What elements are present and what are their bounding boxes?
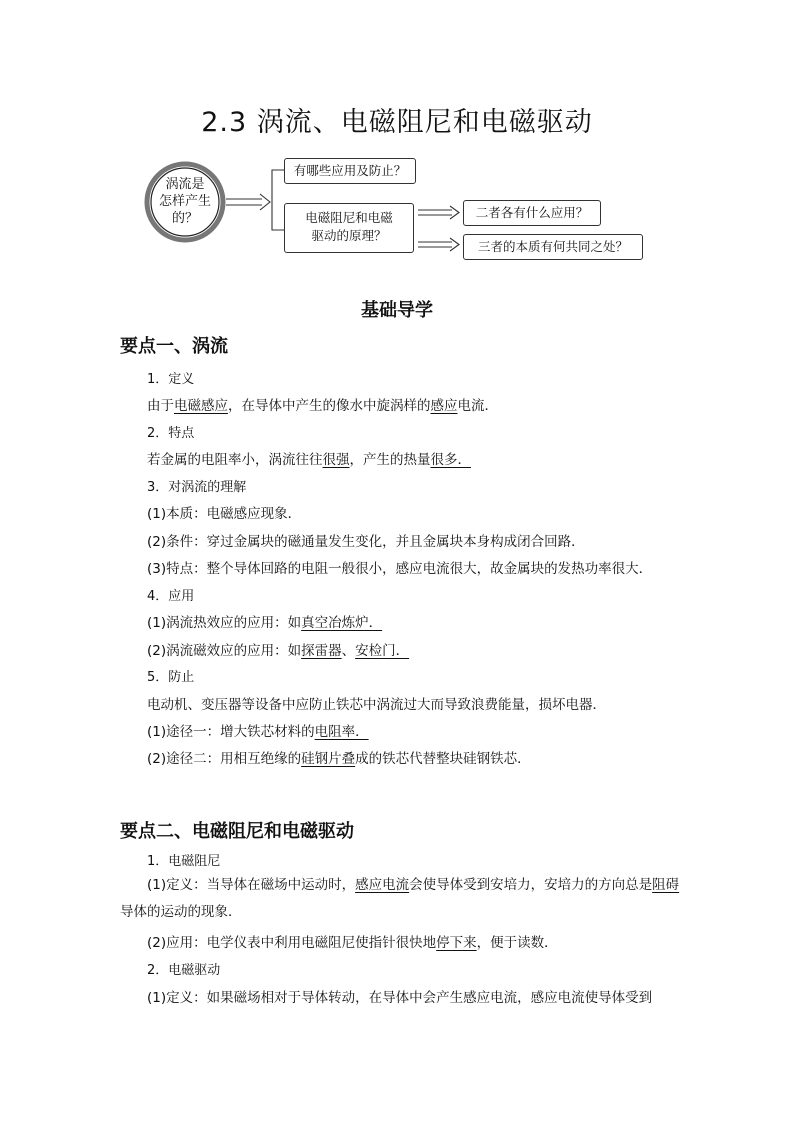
damping-definition: (1)定义：当导体在磁场中运动时，感应电流会使导体受到安培力，安培力的方向总是阻碍导体的运动的现象． bbox=[120, 877, 680, 920]
box-label: 驱动的原理？ bbox=[311, 228, 387, 243]
circle-line: 怎样产生 bbox=[158, 194, 211, 209]
subheading-understanding: 3．对涡流的理解 bbox=[147, 480, 247, 495]
damping-application: (2)应用：电学仪表中利用电磁阻尼使指针很快地停下来，便于读数． bbox=[147, 935, 558, 951]
prevention-item: (2)途径二：用相互绝缘的硅钢片叠成的铁芯代替整块硅钢铁芯． bbox=[147, 751, 531, 767]
drive-definition: (1)定义：如果磁场相对于导体转动，在导体中会产生感应电流，感应电流使导体受到 bbox=[147, 990, 653, 1006]
heading-point-2: 要点二、电磁阻尼和电磁驱动 bbox=[120, 821, 354, 842]
subheading-definition: 1．定义 bbox=[147, 372, 195, 387]
box-label: 有哪些应用及防止？ bbox=[293, 163, 407, 178]
arrow-right-icon bbox=[418, 238, 459, 251]
concept-diagram bbox=[0, 0, 794, 300]
definition-text: 由于电磁感应，在导体中产生的像水中旋涡样的感应电流． bbox=[147, 398, 498, 414]
page-title: 2.3 涡流、电磁阻尼和电磁驱动 bbox=[201, 107, 593, 138]
arrow-right-icon bbox=[226, 194, 270, 210]
diagram-box-principle bbox=[284, 203, 414, 253]
section-title: 基础导学 bbox=[361, 300, 433, 321]
understanding-item: (2)条件：穿过金属块的磁通量发生变化，并且金属块本身构成闭合回路． bbox=[147, 534, 585, 550]
circle-line: 涡流是 bbox=[165, 177, 205, 192]
heading-point-1: 要点一、涡流 bbox=[120, 336, 228, 357]
box-label: 二者各有什么应用？ bbox=[475, 205, 589, 220]
diagram-box-essence bbox=[463, 234, 643, 260]
subheading-applications: 4．应用 bbox=[147, 589, 195, 604]
bracket bbox=[272, 170, 284, 230]
subheading-drive: 2．电磁驱动 bbox=[147, 963, 221, 978]
application-item: (2)涡流磁效应的应用：如探雷器、安检门． bbox=[147, 643, 410, 659]
features-text: 若金属的电阻率小，涡流往往很强，产生的热量很多． bbox=[147, 452, 471, 468]
prevention-text: 电动机、变压器等设备中应防止铁芯中涡流过大而导致浪费能量，损坏电器． bbox=[147, 697, 606, 713]
diagram-circle-text bbox=[150, 176, 220, 227]
subheading-damping: 1．电磁阻尼 bbox=[147, 854, 221, 869]
circle-line: 的？ bbox=[171, 211, 198, 226]
understanding-item: (1)本质：电磁感应现象． bbox=[147, 506, 302, 522]
subheading-prevention: 5．防止 bbox=[147, 670, 195, 685]
arrow-right-icon bbox=[418, 206, 459, 219]
understanding-item: (3)特点：整个导体回路的电阻一般很小，感应电流很大，故金属块的发热功率很大． bbox=[147, 561, 653, 577]
diagram-box-uses bbox=[463, 200, 601, 226]
box-label: 电磁阻尼和电磁 bbox=[305, 210, 393, 225]
box-label: 三者的本质有何共同之处？ bbox=[477, 239, 628, 254]
diagram-box-applications bbox=[284, 158, 416, 184]
subheading-features: 2．特点 bbox=[147, 426, 195, 441]
application-item: (1)涡流热效应的应用：如真空冶炼炉． bbox=[147, 615, 383, 631]
prevention-item: (1)途径一：增大铁芯材料的电阻率． bbox=[147, 724, 369, 740]
